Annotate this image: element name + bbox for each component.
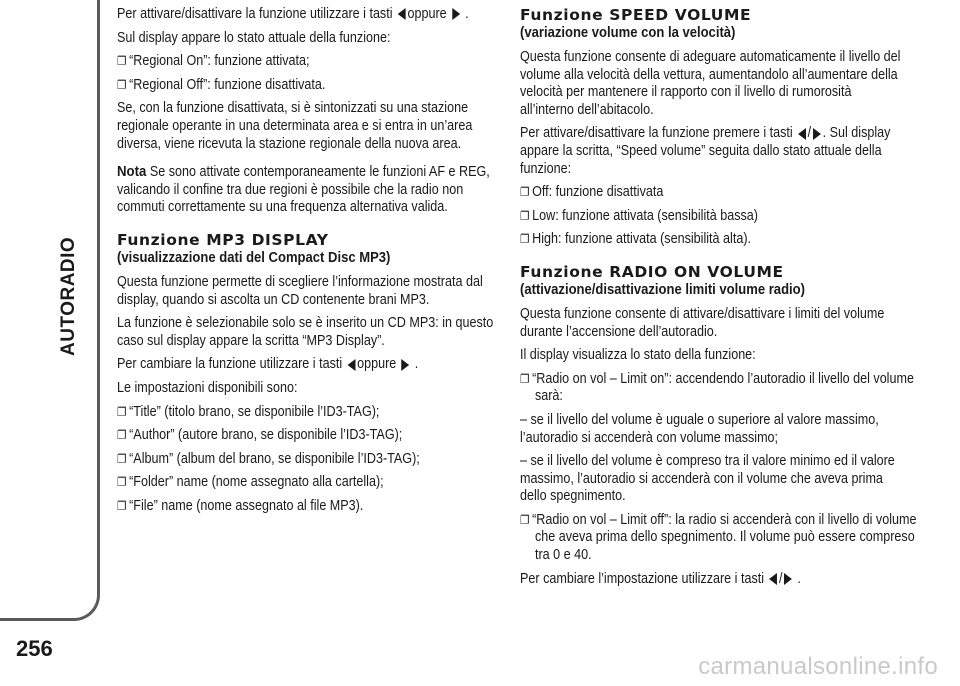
paragraph: Per cambiare l’impostazione utilizzare i tasti / . bbox=[520, 570, 801, 587]
watermark: carmanualsonline.info bbox=[698, 653, 938, 680]
checkbox-icon: ❐ bbox=[117, 475, 127, 490]
paragraph: Questa funzione consente di attivare/disattivare i limiti del volume durante l’accensione dell’autoradio. bbox=[520, 305, 885, 340]
right-arrow-icon bbox=[402, 359, 410, 371]
checkbox-icon: ❐ bbox=[117, 404, 127, 419]
section-label: AUTORADIO bbox=[58, 236, 79, 356]
list-item: ❐ “Regional Off”: funzione disattivata. bbox=[117, 76, 326, 93]
right-arrow-icon bbox=[452, 8, 460, 20]
left-arrow-icon bbox=[798, 128, 806, 140]
list-item: ❐ “Folder” name (nome assegnato alla cartella); bbox=[117, 474, 384, 491]
checkbox-icon: ❐ bbox=[520, 512, 530, 527]
left-arrow-icon bbox=[769, 573, 777, 585]
side-tab-frame bbox=[0, 0, 100, 621]
right-column bbox=[520, 6, 917, 594]
note: Nota Se sono attivate contemporaneamente le funzioni AF e REG, valicando il confine tra due regioni è possibile che la radio non commuti correttamente su una frequenza alternativa valida. bbox=[117, 163, 490, 216]
section-heading: Funzione RADIO ON VOLUME bbox=[520, 262, 784, 281]
checkbox-icon: ❐ bbox=[520, 185, 530, 200]
checkbox-icon: ❐ bbox=[117, 54, 127, 69]
list-item: ❐ “Author” (autore brano, se disponibile l’ID3-TAG); bbox=[117, 427, 403, 444]
checkbox-icon: ❐ bbox=[117, 77, 127, 92]
page-number: 256 bbox=[16, 636, 53, 661]
list-item: ❐ “Radio on vol – Limit off”: la radio si accenderà con il livello di volume che aveva prima dello spegnimento. Il volume può essere compreso tra 0 e 40. bbox=[520, 511, 917, 564]
list-item: ❐ “Regional On”: funzione attivata; bbox=[117, 53, 310, 70]
section-subheading: (attivazione/disattivazione limiti volume radio) bbox=[520, 281, 805, 298]
list-item: ❐ “Radio on vol – Limit on”: accendendo l’autoradio il livello del volume sarà: bbox=[520, 370, 914, 405]
section-heading: Funzione MP3 DISPLAY bbox=[117, 230, 329, 249]
checkbox-icon: ❐ bbox=[520, 208, 530, 223]
paragraph: Per attivare/disattivare la funzione utilizzare i tasti oppure . bbox=[117, 6, 469, 22]
dash-item: – se il livello del volume è compreso tra il valore minimo ed il valore massimo, l’autoradio si accenderà con il volume che aveva prima dello spegnimento. bbox=[520, 453, 895, 505]
dash-item: – se il livello del volume è uguale o superiore al valore massimo, l’autoradio si accenderà con volume massimo; bbox=[520, 411, 879, 446]
paragraph: Se, con la funzione disattivata, si è sintonizzati su una stazione regionale operante in una determinata area e si entra in un’area diversa, viene ricevuta la stazione regionale della nuova area. bbox=[117, 100, 473, 152]
list-item: ❐ High: funzione attivata (sensibilità alta). bbox=[520, 231, 752, 248]
paragraph: Il display visualizza lo stato della funzione: bbox=[520, 347, 756, 364]
section-subheading: (variazione volume con la velocità) bbox=[520, 25, 736, 41]
paragraph: Questa funzione permette di scegliere l’informazione mostrata dal display, quando si ascolta un CD contenente brani MP3. bbox=[117, 273, 483, 308]
paragraph: Sul display appare lo stato attuale della funzione: bbox=[117, 29, 391, 46]
list-item: ❐ “Title” (titolo brano, se disponibile l’ID3-TAG); bbox=[117, 403, 380, 420]
paragraph: La funzione è selezionabile solo se è inserito un CD MP3: in questo caso sul display appare la scritta “MP3 Display”. bbox=[117, 315, 494, 349]
checkbox-icon: ❐ bbox=[117, 498, 127, 513]
right-arrow-icon bbox=[813, 128, 821, 140]
list-item: ❐ Off: funzione disattivata bbox=[520, 184, 664, 201]
paragraph: Per attivare/disattivare la funzione premere i tasti / . Sul display appare la scritta, “Speed volume” seguita dallo stato attuale della funzione: bbox=[520, 125, 891, 177]
checkbox-icon: ❐ bbox=[117, 451, 127, 466]
checkbox-icon: ❐ bbox=[520, 232, 530, 247]
section-subheading: (visualizzazione dati del Compact Disc MP3) bbox=[117, 249, 391, 266]
right-arrow-icon bbox=[784, 573, 792, 585]
left-arrow-icon bbox=[398, 8, 406, 20]
checkbox-icon: ❐ bbox=[117, 428, 127, 443]
section-heading: Funzione SPEED VOLUME bbox=[520, 6, 752, 24]
left-column bbox=[117, 6, 499, 521]
list-item: ❐ Low: funzione attivata (sensibilità bassa) bbox=[520, 207, 759, 224]
paragraph: Le impostazioni disponibili sono: bbox=[117, 379, 298, 396]
paragraph: Per cambiare la funzione utilizzare i tasti oppure . bbox=[117, 356, 419, 373]
list-item: ❐ “Album” (album del brano, se disponibile l’ID3-TAG); bbox=[117, 450, 420, 467]
checkbox-icon: ❐ bbox=[520, 371, 530, 386]
paragraph: Questa funzione consente di adeguare automaticamente il livello del volume alla velocità della vettura, aumentandolo all’aumentare della velocità per mantenere il rapporto con il livello di rumorosità all’interno dell’abitacolo. bbox=[520, 49, 901, 118]
left-arrow-icon bbox=[347, 359, 355, 371]
list-item: ❐ “File” name (nome assegnato al file MP3). bbox=[117, 497, 364, 514]
